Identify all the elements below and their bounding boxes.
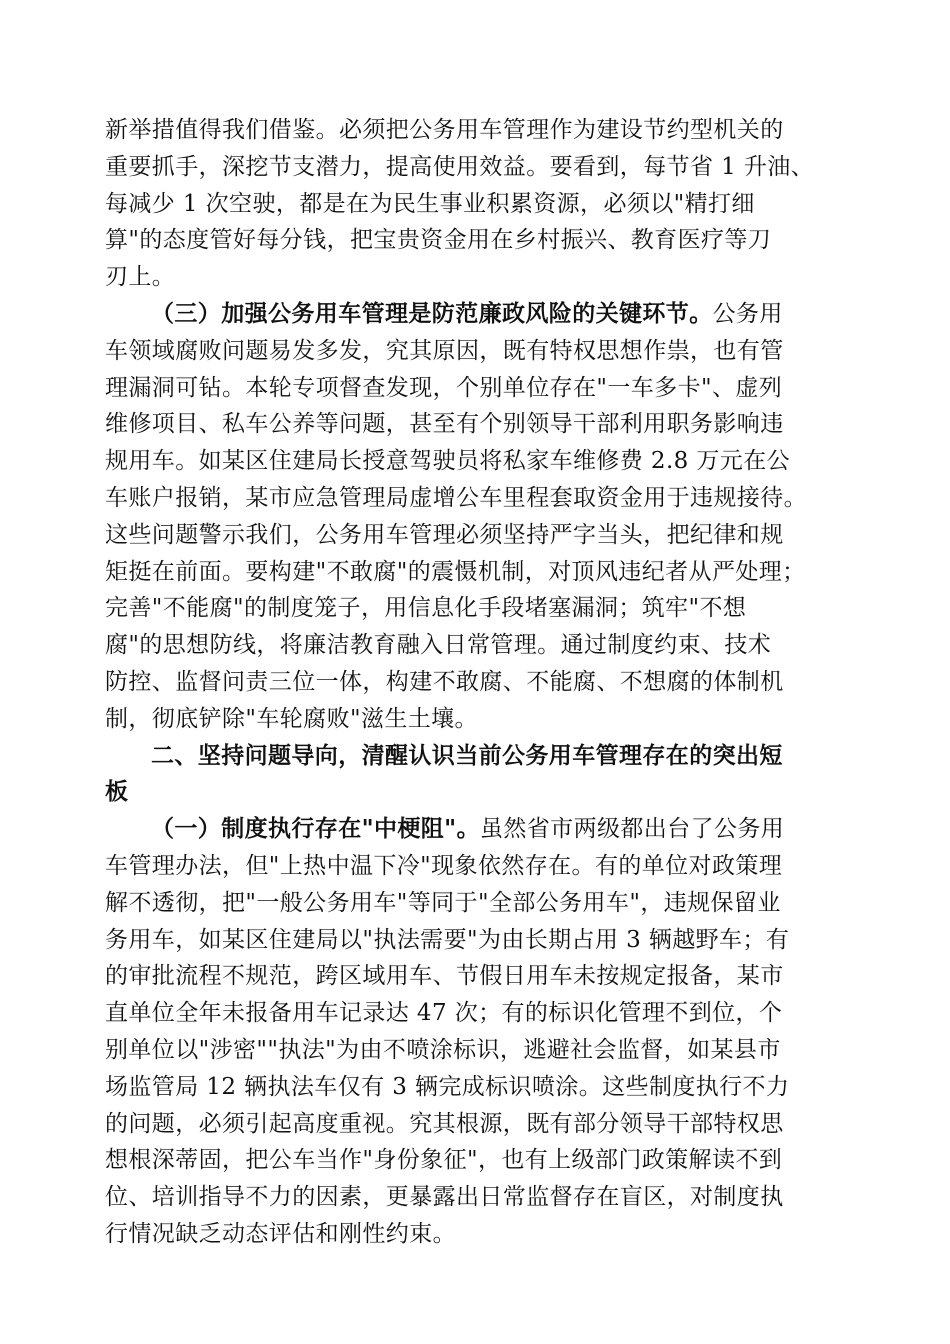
paragraph-line: 新举措值得我们借鉴。必须把公务用车管理作为建设节约型机关的	[105, 117, 784, 143]
paragraph-line: 这些问题警示我们，公务用车管理必须坚持严字当头，把纪律和规	[105, 521, 784, 548]
paragraph-line: 别单位以"涉密""执法"为由不喷涂标识，逃避社会监督，如某县市	[105, 1036, 781, 1063]
paragraph-line: 腐"的思想防线，将廉洁教育融入日常管理。通过制度约束、技术	[105, 632, 772, 659]
paragraph-line: 矩挺在前面。要构建"不敢腐"的震慑机制，对顶风违纪者从严处理；	[105, 558, 806, 585]
paragraph-line: 务用车，如某区住建局以"执法需要"为由长期占用 3 辆越野车；有	[105, 926, 790, 953]
paragraph-line: 防控、监督问责三位一体，构建不敢腐、不能腐、不想腐的体制机	[105, 668, 784, 695]
paragraph-line: 位、培训指导不力的因素，更暴露出日常监督存在盲区，对制度执	[105, 1184, 784, 1211]
paragraph-line: 的审批流程不规范，跨区域用车、节假日用车未按规定报备，某市	[105, 963, 784, 990]
paragraph-line: 完善"不能腐"的制度笼子，用信息化手段堵塞漏洞；筑牢"不想	[105, 595, 747, 622]
paragraph-line: 场监管局 12 辆执法车仅有 3 辆完成标识喷涂。这些制度执行不力	[105, 1073, 790, 1100]
paragraph-line: 刃上。	[105, 264, 176, 291]
section-3-first-line	[105, 296, 865, 333]
part-2-heading-line-1: 二、坚持问题导向，清醒认识当前公务用车管理存在的突出短	[151, 741, 783, 769]
section-3-heading: （三）加强公务用车管理是防范廉政风险的关键环节。	[151, 299, 713, 327]
section-1-first-line	[105, 811, 865, 848]
section-1-heading: （一）制度执行存在"中梗阻"。	[151, 815, 480, 843]
paragraph-line: 制，彻底铲除"车轮腐败"滋生土壤。	[105, 705, 478, 732]
paragraph-line: 算"的态度管好每分钱，把宝贵资金用在乡村振兴、教育医疗等刀	[105, 227, 772, 254]
paragraph-line: 每减少 1 次空驶，都是在为民生事业积累资源，必须以"精打细	[105, 190, 755, 217]
paragraph-line: 规用车。如某区住建局长授意驾驶员将私家车维修费 2.8 万元在公	[105, 448, 790, 475]
paragraph-line: 车账户报销，某市应急管理局虚增公车里程套取资金用于违规接待。	[105, 484, 807, 511]
paragraph-line: 车领域腐败问题易发多发，究其原因，既有特权思想作祟，也有管	[105, 337, 784, 364]
paragraph-line: 维修项目、私车公养等问题，甚至有个别领导干部利用职务影响违	[105, 411, 784, 438]
section-3-first-line-rest: 公务用	[712, 300, 783, 327]
paragraph-line: 直单位全年未报备用车记录达 47 次；有的标识化管理不到位，个	[105, 1000, 783, 1027]
paragraph-line: 车管理办法，但"上热中温下冷"现象依然存在。有的单位对政策理	[105, 852, 783, 879]
paragraph-line: 解不透彻，把"一般公务用车"等同于"全部公务用车"，违规保留业	[105, 889, 781, 916]
paragraph-line: 想根深蒂固，把公车当作"身份象征"，也有上级部门政策解读不到	[105, 1147, 783, 1174]
part-2-heading-line-2: 板	[105, 778, 129, 806]
paragraph-line: 重要抓手，深挖节支潜力，提高使用效益。要看到，每节省 1 升油、	[105, 153, 815, 180]
paragraph-line: 的问题，必须引起高度重视。究其根源，既有部分领导干部特权思	[105, 1110, 784, 1137]
section-1-first-line-rest: 虽然省市两级都出台了公务用	[479, 816, 785, 843]
document-page	[105, 112, 865, 1253]
paragraph-line: 理漏洞可钻。本轮专项督查发现，个别单位存在"一车多卡"、虚列	[105, 374, 783, 401]
paragraph-line: 行情况缺乏动态评估和刚性约束。	[105, 1220, 456, 1247]
